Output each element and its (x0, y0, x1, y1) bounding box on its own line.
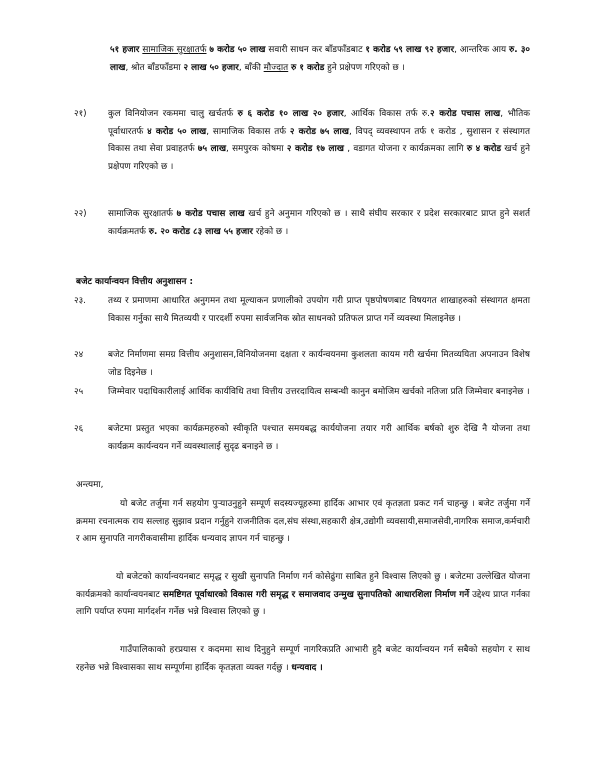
closing-paragraph-3 (76, 642, 530, 677)
text-run: उद्देश्य प्राप्त गर्नका लागि पर्याप्त रुपमा मार्गदर्शन गर्नेछ भन्ने विश्वास लिएको छु । (76, 589, 530, 618)
closing-label: अन्त्यमा, (76, 480, 104, 490)
item-24 (74, 347, 530, 382)
bold-text: ५१ हजार (110, 45, 140, 55)
underlined-text: सामाजिक सुरक्षातर्फ (142, 45, 207, 55)
item-number: २६ (74, 424, 84, 434)
item-text (108, 206, 530, 241)
text-run: रहेको छ । (253, 226, 289, 237)
intro-paragraph (110, 42, 530, 77)
text-run: , आन्तरिक आय (454, 45, 510, 55)
text-run: , सामाजिक विकास तर्फ (206, 126, 290, 137)
bold-text: धन्यवाद । (291, 662, 323, 673)
item-text: तथ्य र प्रमाणमा आधारित अनुगमन तथा मूल्याकन प्रणालीको उपयोग गरी प्राप्त पृष्ठपोषणबाट विषयगत शाखाहरुको संस्थागत क्षमता विकास गर्नुका साथै मितव्ययी र पारदर्शी रुपमा सार्वजनिक स्रोत साधनको प्रतिफल प्राप्त गर्ने व्यवस्था मिलाइनेछ । (108, 296, 530, 324)
text-run: यो बजेटको कार्यान्वयनबाट समृद्ध र सुखी सुनापति निर्माण गर्न कोसेढुंगा साबित हुने विश्वास लिएको छु । बजेटमा उल्लेखित योजना कार्यक्रमको कार्यान्वयनबाट (76, 572, 530, 600)
text-run: , समपुरक कोषमा (226, 144, 287, 155)
text-run: सामाजिक सुरक्षातर्फ (108, 209, 177, 219)
bold-text: ७५ लाख (197, 144, 227, 155)
bold-text: समष्टिगत पूर्वाधारको विकास गरी समृद्ध र समाजवाद उन्मुख सुनापतिको आधारशिला निर्माण गर्ने (162, 589, 470, 600)
item-26 (74, 421, 530, 456)
item-number: २३. (74, 296, 86, 306)
bold-text: रु. २० करोड ८३ लाख ५५ हजार (148, 226, 254, 237)
closing-paragraph-2 (76, 569, 530, 622)
item-text: बजेट निर्माणमा समग्र वित्तीय अनुशासन,विनियोजनमा दक्षता र कार्यन्वयनमा कुशलता कायम गरी खर्चमा मितव्ययिता अपनाउन विशेष जोड दिइनेछ । (108, 350, 530, 378)
text-run: , श्रोत बाँडफाँडमा (125, 62, 184, 73)
text-run: सवारी साधन कर बाँडफाँडबाट (265, 45, 366, 55)
bold-text: १ करोड ५९ लाख ९२ हजार (365, 45, 455, 55)
text-run: गाउँपालिकाको हरप्रयास र कदममा साथ दिनुहुने सम्पूर्ण नागरिकप्रति आभारी हुदै बजेट कार्यान्वयन गर्न सबैको सहयोग र साथ रहनेछ भन्ने विश्वासका साथ सम्पूर्णमा हार्दिक कृतज्ञता व्यक्त गर्दछु । (76, 645, 530, 673)
bold-text: २ लाख ५० हजार (183, 62, 239, 73)
item-25 (74, 384, 530, 402)
item-text: जिम्मेवार पदाधिकारीलाई आर्थिक कार्यविधि तथा वित्तीय उत्तरदायित्व सम्बन्धी कानुन बमोजिम खर्चको नतिजा प्रति जिम्मेवार बनाइनेछ । (108, 387, 530, 397)
item-23 (74, 293, 530, 328)
text-run: , विपद् व्यवस्थापन तर्फ १ करोड , सुशासन र संस्थागत विकास तथा सेवा प्रवाहतर्फ (108, 126, 530, 155)
section-heading: बजेट कार्यान्वयन वित्तीय अनुशासन : (76, 277, 193, 287)
bold-text: रु १ करोड (291, 62, 325, 73)
item-text: बजेटमा प्रस्तुत भएका कार्यक्रमहरुको स्वीकृति पश्चात समयबद्ध कार्ययोजना तयार गरी आर्थिक बर्षको शुरु देखि नै योजना तथा कार्यक्रम कार्यन्वयन गर्ने व्यवस्थालाई सुदृढ बनाइने छ । (108, 424, 530, 452)
item-21 (74, 106, 530, 176)
item-number: २५ (74, 387, 84, 397)
text-run: खर्च हुने प्रक्षेपण गरिएको छ । (108, 144, 530, 172)
text-run: , वडागत योजना र कार्यक्रमका लागि (343, 144, 467, 155)
item-text (108, 106, 530, 176)
bold-text: ७ करोड पचास लाख (176, 209, 245, 219)
text-run: , भौतिक पूर्वाधारतर्फ (108, 109, 530, 137)
bold-text: २ करोड १७ लाख (286, 144, 344, 155)
bold-text: ४ करोड ५० लाख (147, 126, 207, 137)
bold-text: २ करोड ७५ लाख (289, 126, 349, 137)
bold-text: २ करोड पचास लाख (429, 109, 501, 119)
bold-text: ७ करोड ५० लाख (209, 45, 266, 55)
item-number: २१) (74, 109, 87, 119)
text-run: कुल विनियोजन रकममा चालु खर्चतर्फ (108, 109, 238, 119)
text-run: , बाँकी (238, 62, 264, 73)
text-run: हुने प्रक्षेपण गरिएको छ । (324, 62, 405, 73)
bold-text: रु ६ करोड १० लाख २० हजार (237, 109, 344, 119)
item-number: २२) (74, 209, 87, 219)
closing-paragraph-1: यो बजेट तर्जुमा गर्न सहयोग पुर्‍याउनुहुने सम्पूर्ण सदस्यज्यूहरुमा हार्दिक आभार एवं कृतज्ञता प्रकट गर्न चाहन्छु । बजेट तर्जुमा गर्ने क्रममा रचनात्मक राय सल्लाह सुझाव प्रदान गर्नुहुने राजनीतिक दल,संघ संस्था,सहकारी क्षेत्र,उद्योगी व्यवसायी,समाजसेवी,नागरिक समाज,कर्मचारी र आम सुनापति नागरीकवासीमा हार्दिक धन्यवाद ज्ञापन गर्न चाहन्छु । (76, 499, 530, 545)
bold-text: रु. ३० लाख (110, 45, 530, 73)
bold-text: रु ४ करोड (466, 144, 502, 155)
text-run: खर्च हुने अनुमान गरिएको छ । साथै संघीय सरकार र प्रदेश सरकारबाट प्राप्त हुने सशर्त कार्यक्रमतर्फ (108, 209, 530, 237)
item-number: २४ (74, 350, 84, 360)
underlined-text: मौज्दात (263, 62, 289, 73)
item-22 (74, 206, 530, 241)
text-run: , आर्थिक विकास तर्फ रु. (343, 109, 430, 119)
